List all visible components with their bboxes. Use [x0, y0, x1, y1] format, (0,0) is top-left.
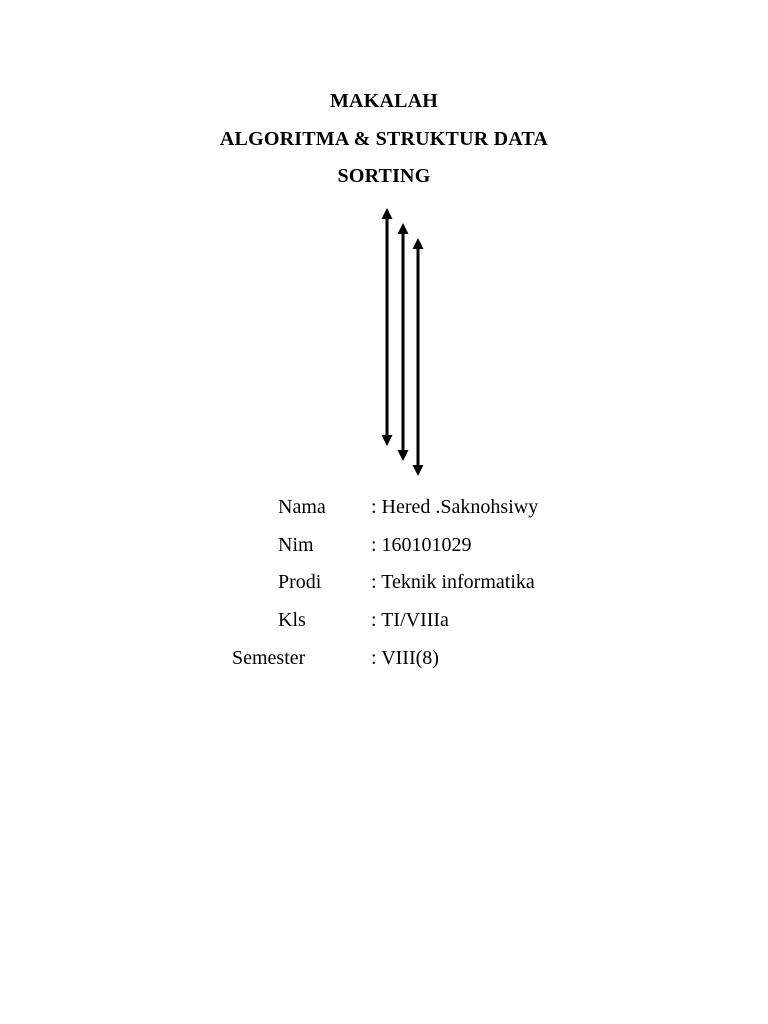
value-nama: : Hered .Saknohsiwy	[371, 496, 539, 518]
title-makalah: MAKALAH	[329, 90, 439, 112]
label-nim: Nim	[278, 534, 314, 556]
label-semester: Semester	[232, 647, 306, 669]
label-prodi: Prodi	[278, 571, 322, 593]
double-arrows-icon	[372, 205, 432, 485]
value-nim: : 160101029	[371, 534, 472, 556]
title-topic: SORTING	[337, 165, 431, 187]
value-semester: : VIII(8)	[371, 647, 439, 669]
value-kls: : TI/VIIIa	[371, 609, 449, 631]
label-kls: Kls	[278, 609, 306, 631]
title-course: ALGORITMA & STRUKTUR DATA	[219, 128, 549, 150]
label-nama: Nama	[278, 496, 326, 518]
value-prodi: : Teknik informatika	[371, 571, 535, 593]
